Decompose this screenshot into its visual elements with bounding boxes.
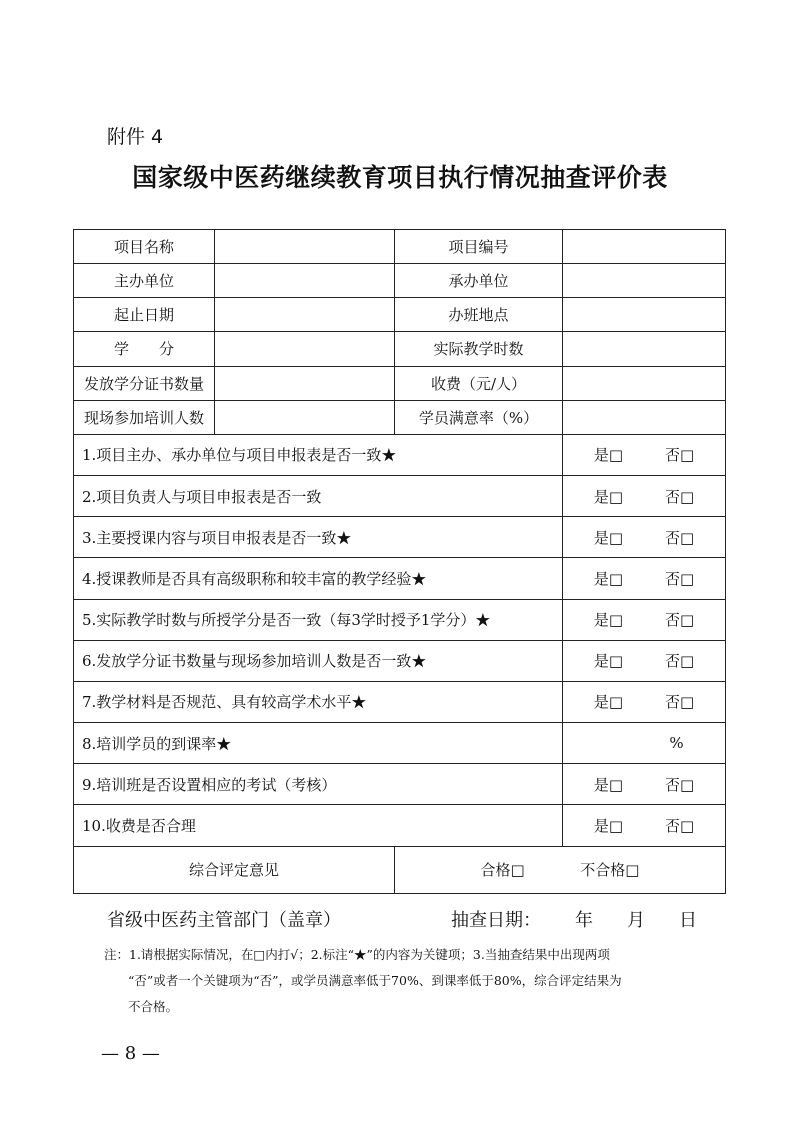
info-value[interactable] <box>563 332 726 366</box>
yes-checkbox[interactable]: 是□ <box>593 446 624 465</box>
check-row <box>74 476 726 517</box>
no-checkbox[interactable]: 否□ <box>665 446 695 465</box>
evaluation-table <box>73 229 726 894</box>
info-value[interactable] <box>215 230 395 264</box>
info-row <box>74 366 726 400</box>
date-label: 抽查日期： <box>451 910 541 931</box>
info-label: 项目名称 <box>74 230 215 264</box>
info-row <box>74 332 726 366</box>
yes-no-cell <box>563 805 726 846</box>
page-number: — 8 — <box>101 1043 160 1064</box>
info-row <box>74 264 726 298</box>
check-item-text: 3.主要授课内容与项目申报表是否一致★ <box>74 517 563 558</box>
yes-no-cell <box>563 476 726 517</box>
check-row <box>74 723 726 764</box>
year-label: 年 <box>575 910 593 931</box>
no-checkbox[interactable]: 否□ <box>665 775 695 794</box>
check-row <box>74 599 726 640</box>
check-item-text: 10.收费是否合理 <box>74 805 563 846</box>
info-label: 现场参加培训人数 <box>74 400 215 434</box>
info-label: 承办单位 <box>395 264 563 298</box>
check-row <box>74 517 726 558</box>
info-label: 办班地点 <box>395 298 563 332</box>
summary-options <box>395 846 726 893</box>
note-line: “否”或者一个关键项为“否”，或学员满意率低于70%、到课率低于80%，综合评定结果为 <box>128 973 622 988</box>
yes-no-cell <box>563 517 726 558</box>
yes-checkbox[interactable]: 是□ <box>593 611 624 630</box>
yes-no-cell <box>563 558 726 599</box>
info-label: 收费（元/人） <box>395 366 563 400</box>
summary-label: 综合评定意见 <box>74 846 395 893</box>
yes-no-cell <box>563 764 726 805</box>
attachment-label: 附件 4 <box>107 126 164 148</box>
check-row <box>74 805 726 846</box>
info-label: 主办单位 <box>74 264 215 298</box>
info-row <box>74 298 726 332</box>
yes-checkbox[interactable]: 是□ <box>593 487 624 506</box>
check-item-text: 1.项目主办、承办单位与项目申报表是否一致★ <box>74 434 563 475</box>
check-row <box>74 764 726 805</box>
info-value[interactable] <box>563 264 726 298</box>
yes-checkbox[interactable]: 是□ <box>593 693 624 712</box>
yes-checkbox[interactable]: 是□ <box>593 775 624 794</box>
no-checkbox[interactable]: 否□ <box>665 693 695 712</box>
yes-checkbox[interactable]: 是□ <box>593 816 624 835</box>
fail-checkbox[interactable]: 不合格□ <box>580 861 640 880</box>
info-label: 学 分 <box>74 332 215 366</box>
summary-row <box>74 846 726 893</box>
info-value[interactable] <box>215 264 395 298</box>
info-label: 学员满意率（%） <box>395 400 563 434</box>
no-checkbox[interactable]: 否□ <box>665 569 695 588</box>
seal-label: 省级中医药主管部门（盖章） <box>107 910 341 931</box>
yes-checkbox[interactable]: 是□ <box>593 652 624 671</box>
no-checkbox[interactable]: 否□ <box>665 611 695 630</box>
day-label: 日 <box>679 910 697 931</box>
note-line: 不合格。 <box>128 999 179 1014</box>
yes-no-cell <box>563 434 726 475</box>
info-value[interactable] <box>215 298 395 332</box>
page-title: 国家级中医药继续教育项目执行情况抽查评价表 <box>132 163 668 192</box>
yes-checkbox[interactable]: 是□ <box>593 528 624 547</box>
check-item-text: 6.发放学分证书数量与现场参加培训人数是否一致★ <box>74 640 563 681</box>
month-label: 月 <box>627 910 645 931</box>
info-label: 发放学分证书数量 <box>74 366 215 400</box>
info-value[interactable] <box>215 400 395 434</box>
info-value[interactable] <box>563 230 726 264</box>
check-row <box>74 640 726 681</box>
check-row <box>74 558 726 599</box>
note-line: 注：1.请根据实际情况，在□内打√；2.标注“★”的内容为关键项；3.当抽查结果中出现两项 <box>104 947 610 962</box>
check-item-text: 4.授课教师是否具有高级职称和较丰富的教学经验★ <box>74 558 563 599</box>
signature-line <box>107 906 697 932</box>
inspection-date <box>451 906 697 932</box>
info-value[interactable] <box>563 298 726 332</box>
info-row <box>74 400 726 434</box>
check-item-text: 8.培训学员的到课率★ <box>74 723 563 764</box>
check-row <box>74 434 726 475</box>
info-label: 项目编号 <box>395 230 563 264</box>
footnote <box>104 942 704 1020</box>
info-label: 实际教学时数 <box>395 332 563 366</box>
info-row <box>74 230 726 264</box>
check-item-text: 9.培训班是否设置相应的考试（考核） <box>74 764 563 805</box>
info-value[interactable] <box>215 366 395 400</box>
info-value[interactable] <box>215 332 395 366</box>
check-row <box>74 681 726 722</box>
info-label: 起止日期 <box>74 298 215 332</box>
yes-checkbox[interactable]: 是□ <box>593 569 624 588</box>
check-item-text: 7.教学材料是否规范、具有较高学术水平★ <box>74 681 563 722</box>
yes-no-cell <box>563 681 726 722</box>
info-value[interactable] <box>563 400 726 434</box>
yes-no-cell <box>563 599 726 640</box>
no-checkbox[interactable]: 否□ <box>665 652 695 671</box>
pass-checkbox[interactable]: 合格□ <box>480 861 525 880</box>
check-item-text: 5.实际教学时数与所授学分是否一致（每3学时授予1学分）★ <box>74 599 563 640</box>
no-checkbox[interactable]: 否□ <box>665 816 695 835</box>
attendance-percent-field[interactable]: % <box>563 723 726 764</box>
check-item-text: 2.项目负责人与项目申报表是否一致 <box>74 476 563 517</box>
no-checkbox[interactable]: 否□ <box>665 528 695 547</box>
info-value[interactable] <box>563 366 726 400</box>
yes-no-cell <box>563 640 726 681</box>
no-checkbox[interactable]: 否□ <box>665 487 695 506</box>
